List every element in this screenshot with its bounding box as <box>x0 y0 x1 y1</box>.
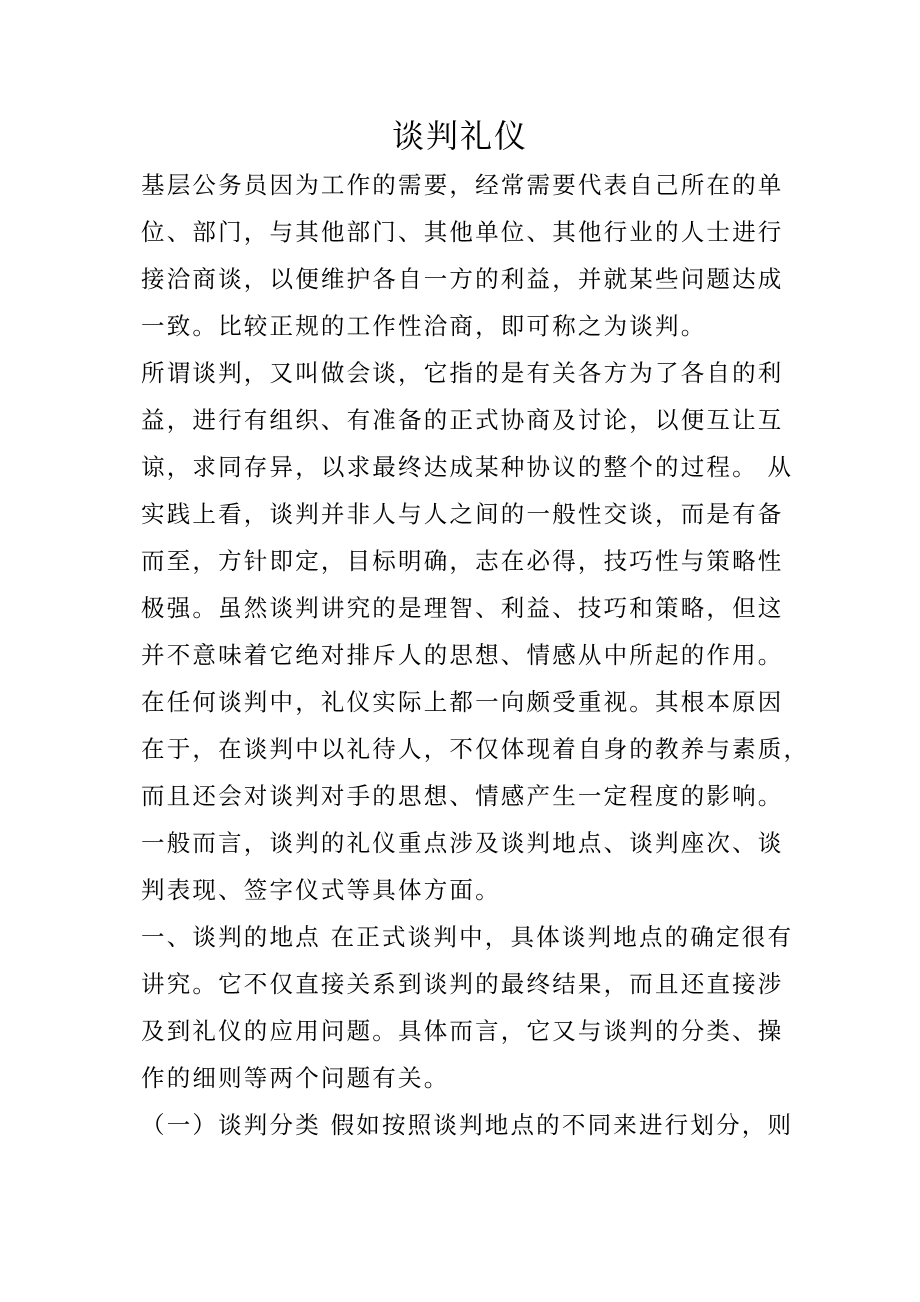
body-line-20: 作的细则等两个问题有关。 <box>141 1064 450 1092</box>
body-line-12: 在任何谈判中，礼仪实际上都一向颇受重视。其根本原因 <box>141 688 784 716</box>
body-line-1: 基层公务员因为工作的需要，经常需要代表自己所在的单 <box>141 171 784 199</box>
body-line-18: 讲究。它不仅直接关系到谈判的最终结果，而且还直接涉 <box>141 970 784 998</box>
body-line-10: 极强。虽然谈判讲究的是理智、利益、技巧和策略，但这 <box>141 594 784 622</box>
body-line-7: 谅，求同存异，以求最终达成某种协议的整个的过程。 从 <box>141 453 794 481</box>
body-line-19: 及到礼仪的应用问题。具体而言，它又与谈判的分类、操 <box>141 1017 784 1045</box>
body-line-21: （一）谈判分类 假如按照谈判地点的不同来进行划分，则 <box>141 1111 794 1139</box>
body-line-4: 一致。比较正规的工作性洽商，即可称之为谈判。 <box>141 312 707 340</box>
body-line-11: 并不意味着它绝对排斥人的思想、情感从中所起的作用。 <box>141 641 784 669</box>
body-line-9: 而至，方针即定，目标明确，志在必得，技巧性与策略性 <box>141 547 784 575</box>
document-body <box>141 162 810 1149</box>
body-line-5: 所谓谈判，又叫做会谈，它指的是有关各方为了各自的利 <box>141 359 784 387</box>
body-line-3: 接洽商谈，以便维护各自一方的利益，并就某些问题达成 <box>141 265 784 293</box>
body-line-16: 判表现、签字仪式等具体方面。 <box>141 876 501 904</box>
body-line-2: 位、部门，与其他部门、其他单位、其他行业的人士进行 <box>141 218 784 246</box>
body-line-8: 实践上看，谈判并非人与人之间的一般性交谈，而是有备 <box>141 500 784 528</box>
body-line-13: 在于，在谈判中以礼待人，不仅体现着自身的教养与素质， <box>141 735 810 763</box>
body-line-6: 益，进行有组织、有准备的正式协商及讨论，以便互让互 <box>141 406 784 434</box>
body-line-14: 而且还会对谈判对手的思想、情感产生一定程度的影响。 <box>141 782 784 810</box>
body-line-17: 一、谈判的地点 在正式谈判中，具体谈判地点的确定很有 <box>141 923 794 951</box>
document-title: 谈判礼仪 <box>391 117 528 155</box>
body-line-15: 一般而言，谈判的礼仪重点涉及谈判地点、谈判座次、谈 <box>141 829 784 857</box>
